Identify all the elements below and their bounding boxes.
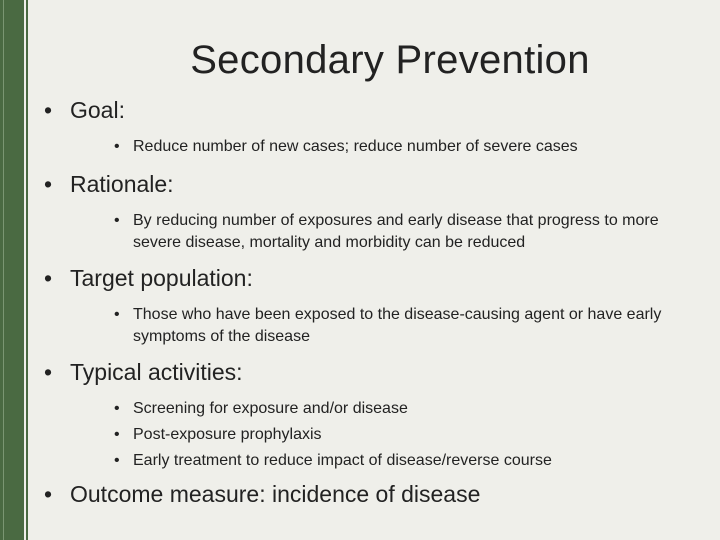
sub-bullet-target-population: • Those who have been exposed to the disease-causing agent or have early symptoms of the disease (114, 304, 704, 348)
sub-bullet-goal: • Reduce number of new cases; reduce number of severe cases (114, 136, 704, 158)
bullet-target-population: • Target population: (44, 264, 704, 292)
slide-title: Secondary Prevention (190, 38, 590, 82)
slide-body (44, 96, 704, 508)
sub-bullet-rationale: • By reducing number of exposures and early disease that progress to more severe disease, mortality and morbidity can be reduced (114, 210, 704, 254)
bullet-goal: • Goal: (44, 96, 704, 124)
left-decorative-bar (0, 0, 24, 540)
sub-bullet-early-treatment: • Early treatment to reduce impact of disease/reverse course (114, 450, 704, 472)
left-bar-highlight (3, 0, 4, 540)
bullet-rationale: • Rationale: (44, 170, 704, 198)
left-decorative-line (26, 0, 28, 540)
bullet-outcome-measure: • Outcome measure: incidence of disease (44, 480, 704, 508)
sub-bullet-screening: • Screening for exposure and/or disease (114, 398, 704, 420)
bullet-typical-activities: • Typical activities: (44, 358, 704, 386)
sub-bullet-prophylaxis: • Post-exposure prophylaxis (114, 424, 704, 446)
